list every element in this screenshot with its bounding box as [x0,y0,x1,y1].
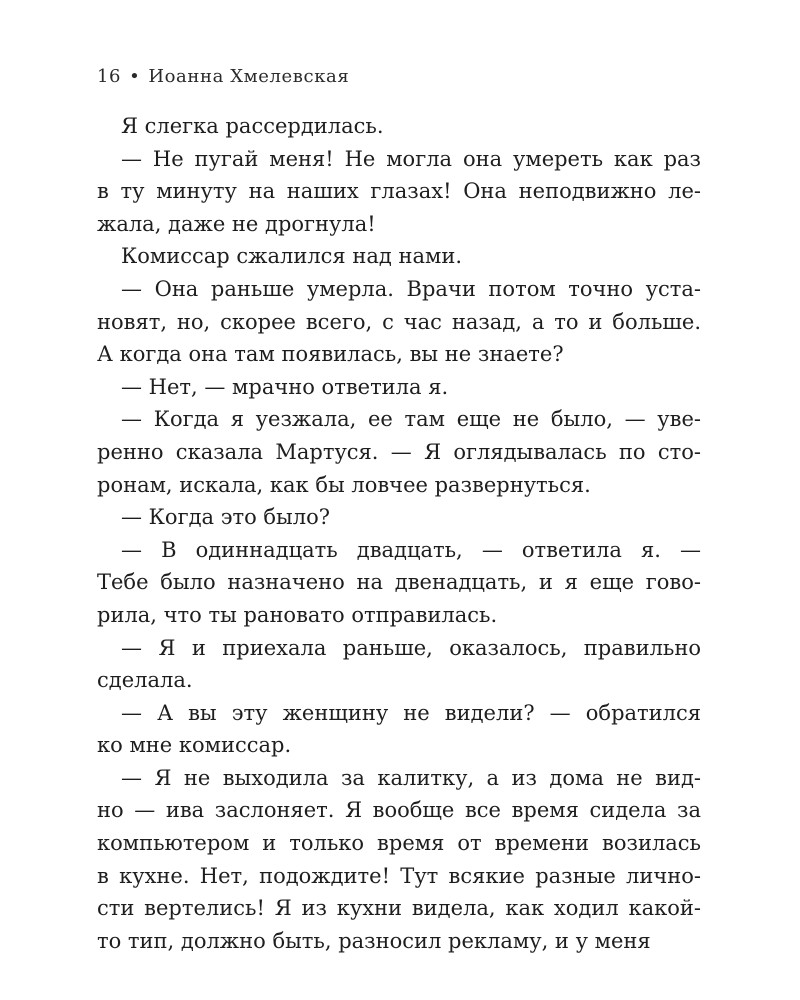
text-line: сти вертелись! Я из кухни видела, как ходил какой- [97,896,701,921]
paragraph [97,534,701,632]
paragraph [97,403,701,501]
text-line: Я слегка рассердилась. [121,114,384,138]
text-line: Тебе было назначено на двенадцать, и я еще гово- [97,570,701,595]
text-line: — Не пугай меня! Не могла она умереть как раз [121,146,701,171]
paragraph [97,632,701,697]
text-line: в ту минуту на наших глазах! Она неподвижно ле- [97,179,701,204]
text-line: Комиссар сжалился над нами. [121,244,462,269]
text-line: но — ива заслоняет. Я вообще все время сидела за [97,798,701,823]
text-line: — Когда я уезжала, ее там еще не было, — уве- [121,407,701,432]
body-text [97,110,701,957]
header-separator: • [129,66,141,87]
paragraph [97,371,701,404]
paragraph [97,697,701,762]
text-line: ренно сказала Мартуся. — Я оглядывалась по сто- [97,439,701,464]
text-line: — Я и приехала раньше, оказалось, правильно [121,635,701,660]
text-line: — Она раньше умерла. Врачи потом точно уста- [121,276,701,301]
paragraph [97,240,701,273]
text-line: в кухне. Нет, подождите! Тут всякие разные лично- [97,863,701,888]
paragraph [97,501,701,534]
text-line: рила, что ты рановато отправилась. [97,602,498,627]
author-name: Иоанна Хмелевская [148,66,350,87]
text-line: — А вы эту женщину не видели? — обратился [121,700,701,725]
text-line: А когда она там появилась, вы не знаете? [97,342,564,367]
text-line: сделала. [97,668,193,693]
text-line: компьютером и только время от времени возилась [97,831,701,856]
paragraph [97,273,701,371]
paragraph [97,143,701,241]
text-line: — Я не выходила за калитку, а из дома не вид- [121,765,701,790]
paragraph [97,110,701,143]
text-line: — В одиннадцать двадцать, — ответила я. — [121,537,701,562]
paragraph [97,762,701,958]
text-line: то тип, должно быть, разносил рекламу, и у меня [97,928,651,953]
page-number: 16 [97,66,122,87]
text-line: — Нет, — мрачно ответила я. [121,374,449,399]
text-line: новят, но, скорее всего, с час назад, а то и больше. [97,309,701,334]
text-line: ко мне комиссар. [97,733,292,758]
text-line: — Когда это было? [121,505,330,530]
running-header [97,66,349,87]
text-line: жала, даже не дрогнула! [97,211,376,236]
text-line: ронам, искала, как бы ловчее развернуться. [97,472,591,497]
